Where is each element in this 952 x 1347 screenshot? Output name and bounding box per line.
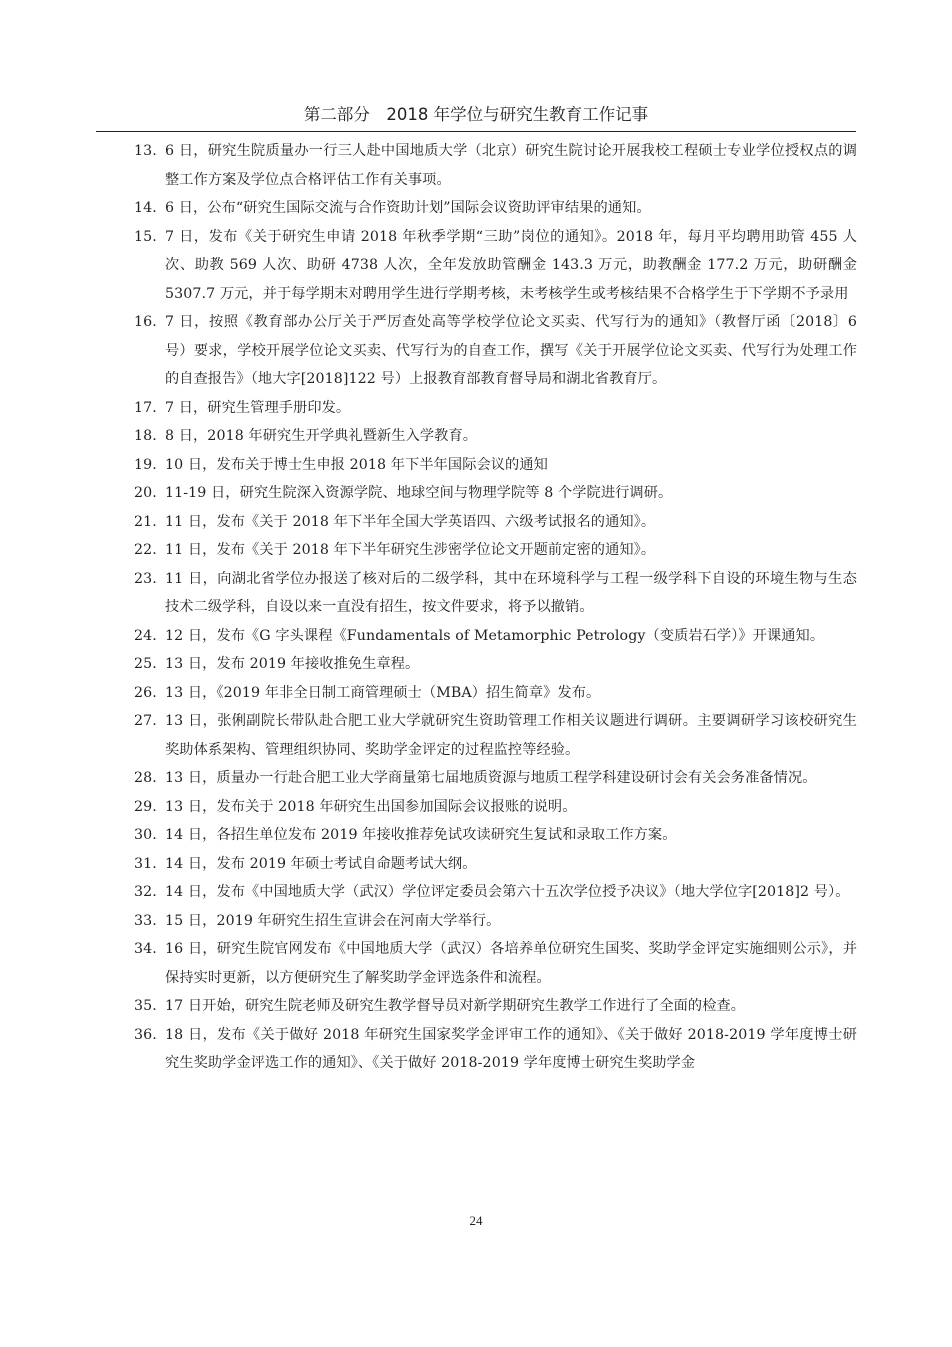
entry-text: 7 日，按照《教育部办公厅关于严厉查处高等学校学位论文买卖、代写行为的通知》（教督厅函〔2018〕6 号）要求，学校开展学位论文买卖、代写行为的自查工作，撰写《关于开展学位论文买卖、代写行为处理工作的自查报告》（地大字[2018]122 号）上报教育部教育督导局和湖北省教育厅。 <box>165 314 857 387</box>
entry-number: 24. <box>134 627 157 644</box>
entry-number: 33. <box>134 912 157 929</box>
entry-text: 12 日，发布《G 字头课程《Fundamentals of Metamorphic Petrology（变质岩石学）》开课通知。 <box>165 627 825 644</box>
entry-text: 7 日，研究生管理手册印发。 <box>165 399 351 416</box>
entry-number: 27. <box>134 713 157 729</box>
entry-number: 13. <box>134 143 157 159</box>
entry-number: 32. <box>134 884 157 900</box>
entry-text: 11 日，向湖北省学位办报送了核对后的二级学科，其中在环境科学与工程一级学科下自设的环境生物与生态技术二级学科，自设以来一直没有招生，按文件要求，将予以撤销。 <box>165 570 857 615</box>
list-item <box>0 850 952 879</box>
entry-number: 14. <box>134 200 157 216</box>
entry-text: 13 日，发布关于 2018 年研究生出国参加国际会议报账的说明。 <box>165 798 577 815</box>
list-item <box>0 508 952 537</box>
entry-text: 13 日，张俐副院长带队赴合肥工业大学就研究生资助管理工作相关议题进行调研。主要调研学习该校研究生奖助体系架构、管理组织协同、奖助学金评定的过程监控等经验。 <box>165 713 857 758</box>
entry-number: 23. <box>134 570 157 587</box>
list-item <box>0 707 952 764</box>
entry-text: 11 日，发布《关于 2018 年下半年全国大学英语四、六级考试报名的通知》。 <box>165 513 656 530</box>
entry-number: 36. <box>134 1026 157 1043</box>
entry-text: 13 日，发布 2019 年接收推免生章程。 <box>165 656 420 672</box>
list-item <box>0 1021 952 1078</box>
entry-number: 15. <box>134 228 157 245</box>
entry-number: 29. <box>134 798 157 815</box>
list-item <box>0 622 952 651</box>
list-item <box>0 394 952 423</box>
list-item <box>0 479 952 508</box>
entry-number: 31. <box>134 855 157 872</box>
entry-number: 22. <box>134 542 157 558</box>
list-item <box>0 992 952 1021</box>
entry-number: 28. <box>134 770 157 786</box>
entry-text: 6 日，研究生院质量办一行三人赴中国地质大学（北京）研究生院讨论开展我校工程硕士专业学位授权点的调整工作方案及学位点合格评估工作有关事项。 <box>165 143 857 188</box>
entry-text: 17 日开始，研究生院老师及研究生教学督导员对新学期研究生教学工作进行了全面的检查。 <box>165 998 746 1014</box>
entry-text: 15 日，2019 年研究生招生宣讲会在河南大学举行。 <box>165 912 501 929</box>
entry-number: 34. <box>134 941 157 957</box>
list-item <box>0 422 952 451</box>
entry-text: 11 日，发布《关于 2018 年下半年研究生涉密学位论文开题前定密的通知》。 <box>165 542 656 558</box>
entry-number: 19. <box>134 456 157 473</box>
entry-text: 14 日，发布《中国地质大学（武汉）学位评定委员会第六十五次学位授予决议》（地大学位字[2018]2 号）。 <box>165 884 850 900</box>
entry-number: 21. <box>134 513 157 530</box>
list-item <box>0 764 952 793</box>
entry-number: 18. <box>134 428 157 444</box>
entry-text: 10 日，发布关于博士生申报 2018 年下半年国际会议的通知 <box>165 456 548 473</box>
list-item <box>0 451 952 480</box>
entry-text: 13 日，《2019 年非全日制工商管理硕士（MBA）招生简章》发布。 <box>165 684 601 701</box>
entry-text: 6 日，公布“研究生国际交流与合作资助计划”国际会议资助评审结果的通知。 <box>165 200 651 216</box>
entry-number: 25. <box>134 656 157 672</box>
running-header: 第二部分 2018 年学位与研究生教育工作记事 <box>303 105 649 124</box>
list-item <box>0 793 952 822</box>
entry-number: 26. <box>134 684 157 701</box>
entry-text: 18 日，发布《关于做好 2018 年研究生国家奖学金评审工作的通知》、《关于做好 2018-2019 学年度博士研究生奖助学金评选工作的通知》、《关于做好 2018-2019 学年度博士研究生奖助学金 <box>165 1026 857 1071</box>
list-item <box>0 223 952 309</box>
list-item <box>0 137 952 194</box>
chronicle-list <box>0 137 952 1078</box>
list-item <box>0 650 952 679</box>
entry-number: 17. <box>134 399 157 416</box>
entry-text: 8 日，2018 年研究生开学典礼暨新生入学教育。 <box>165 428 478 444</box>
entry-number: 35. <box>134 998 157 1014</box>
entry-text: 13 日，质量办一行赴合肥工业大学商量第七届地质资源与地质工程学科建设研讨会有关会务准备情况。 <box>165 770 817 786</box>
page-number: 24 <box>469 1213 483 1228</box>
entry-text: 7 日，发布《关于研究生申请 2018 年秋季学期“三助”岗位的通知》。2018 年，每月平均聘用助管 455 人次、助教 569 人次、助研 4738 人次，全年发放助管酬金 143.3 万元，助教酬金 177.2 万元，助研酬金 5307.7 万元，并于每学期末对聘用学生进行学期考核，未考核学生或考核结果不合格学生于下学期不予录用 <box>165 228 857 302</box>
list-item <box>0 536 952 565</box>
list-item <box>0 907 952 936</box>
entry-text: 14 日，发布 2019 年硕士考试自命题考试大纲。 <box>165 855 477 872</box>
entry-text: 16 日，研究生院官网发布《中国地质大学（武汉）各培养单位研究生国奖、奖助学金评定实施细则公示》，并保持实时更新，以方便研究生了解奖助学金评选条件和流程。 <box>165 941 857 986</box>
list-item <box>0 878 952 907</box>
entry-text: 14 日，各招生单位发布 2019 年接收推荐免试攻读研究生复试和录取工作方案。 <box>165 827 677 843</box>
list-item <box>0 935 952 992</box>
list-item <box>0 565 952 622</box>
list-item <box>0 821 952 850</box>
entry-number: 16. <box>134 314 157 330</box>
entry-number: 20. <box>134 485 157 501</box>
entry-number: 30. <box>134 827 157 843</box>
list-item <box>0 308 952 394</box>
header-rule <box>96 131 856 132</box>
list-item <box>0 194 952 223</box>
list-item <box>0 679 952 708</box>
entry-text: 11-19 日，研究生院深入资源学院、地球空间与物理学院等 8 个学院进行调研。 <box>165 485 673 501</box>
